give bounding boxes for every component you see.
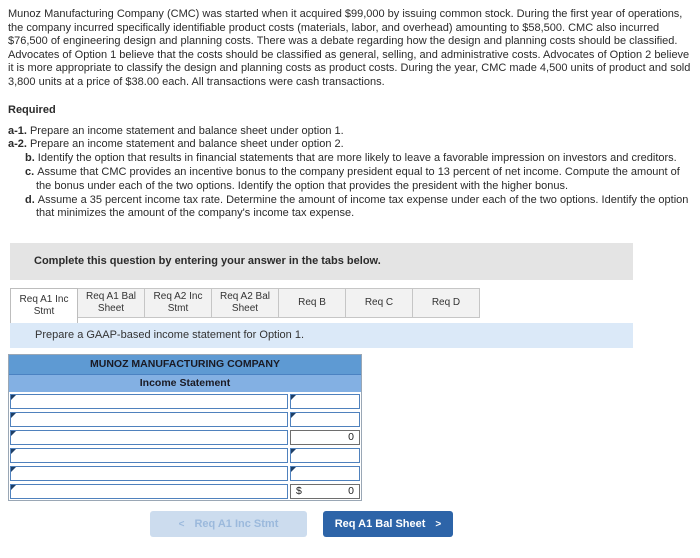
value-label: 0 (348, 431, 354, 444)
tab-req-a1-inc-stmt[interactable]: Req A1 Inc Stmt (10, 288, 78, 323)
required-heading: Required (8, 103, 56, 116)
requirement-d (25, 193, 692, 222)
tab-strip (10, 288, 692, 323)
tab-req-c[interactable]: Req C (345, 288, 413, 318)
value-label: 0 (348, 485, 354, 498)
answer-input-cell[interactable] (10, 430, 288, 445)
requirement-label: a-2. (8, 138, 27, 151)
tab-req-b[interactable]: Req B (278, 288, 346, 318)
statement-row (9, 392, 361, 410)
computed-value-cell (290, 430, 360, 445)
requirement-label: b. (25, 152, 35, 165)
answer-input-cell[interactable] (10, 412, 288, 427)
requirement-a1 (8, 125, 692, 139)
next-button-label: Req A1 Bal Sheet (334, 518, 426, 531)
chevron-left-icon: < (178, 518, 185, 530)
statement-subtitle: Income Statement (9, 375, 361, 392)
statement-row (9, 482, 361, 500)
requirement-text: Assume a 35 percent income tax rate. Determine the amount of income tax expense under each of the two options. Identify the option that minimizes the amount of the company's income tax expense. (36, 193, 689, 220)
requirement-text: Assume that CMC provides an incentive bonus to the company president equal to 13 percent of net income. Compute the amount of the bonus under each of the two options. Identify the option that provides the president with the higher bonus. (36, 165, 680, 192)
answer-input-cell[interactable] (10, 484, 288, 499)
tab-req-d[interactable]: Req D (412, 288, 480, 318)
answer-input-cell[interactable] (290, 466, 360, 481)
tab-req-a1-bal-sheet[interactable]: Req A1 Bal Sheet (77, 288, 145, 318)
prev-button[interactable] (150, 511, 307, 537)
statement-row (9, 446, 361, 464)
statement-row (9, 428, 361, 446)
requirement-c (25, 165, 692, 194)
tab-req-a2-inc-stmt[interactable]: Req A2 Inc Stmt (144, 288, 212, 318)
answer-input-cell[interactable] (290, 412, 360, 427)
requirement-label: c. (25, 165, 35, 178)
answer-input-cell[interactable] (10, 466, 288, 481)
requirement-b (25, 152, 692, 166)
total-value-cell (290, 484, 360, 499)
requirement-label: a-1. (8, 124, 27, 137)
chevron-right-icon: > (435, 518, 442, 530)
answer-input-cell[interactable] (10, 448, 288, 463)
requirement-text: Prepare an income statement and balance sheet under option 2. (29, 138, 344, 151)
tab-prompt: Prepare a GAAP-based income statement for Option 1. (10, 323, 633, 348)
statement-row (9, 464, 361, 482)
prev-button-label: Req A1 Inc Stmt (194, 518, 279, 531)
currency-label: $ (296, 485, 302, 498)
requirement-a2 (8, 138, 692, 152)
statement-row (9, 410, 361, 428)
requirement-text: Prepare an income statement and balance sheet under option 1. (29, 124, 344, 137)
requirement-text: Identify the option that results in financial statements that are more likely to leave a favorable impression on investors and creditors. (37, 152, 677, 165)
income-statement-table (8, 354, 362, 501)
statement-title: MUNOZ MANUFACTURING COMPANY (9, 355, 361, 375)
instruction-banner: Complete this question by entering your answer in the tabs below. (10, 243, 633, 280)
answer-input-cell[interactable] (10, 394, 288, 409)
tab-req-a2-bal-sheet[interactable]: Req A2 Bal Sheet (211, 288, 279, 318)
tab-navigation (150, 511, 692, 537)
answer-input-cell[interactable] (290, 394, 360, 409)
answer-input-cell[interactable] (290, 448, 360, 463)
next-button[interactable] (323, 511, 453, 537)
problem-paragraph: Munoz Manufacturing Company (CMC) was started when it acquired $99,000 by issuing common stock. During the first year of operations, the company incurred specifically identifiable product costs (materials, labor, and overhead) amounting to $58,500. CMC also incurred $76,500 of engineering design and planning costs. There was a debate regarding how the design and planning costs should be classified. Advocates of Option 1 believe that the costs should be classified as general, selling, and administrative costs. Advocates of Option 2 believe it is more appropriate to classify the design and planning costs as product costs. During the year, CMC made 4,500 units of product and sold 3,800 units at a price of $38.00 each. All transactions were cash transactions. (8, 8, 691, 88)
requirement-label: d. (25, 193, 35, 206)
